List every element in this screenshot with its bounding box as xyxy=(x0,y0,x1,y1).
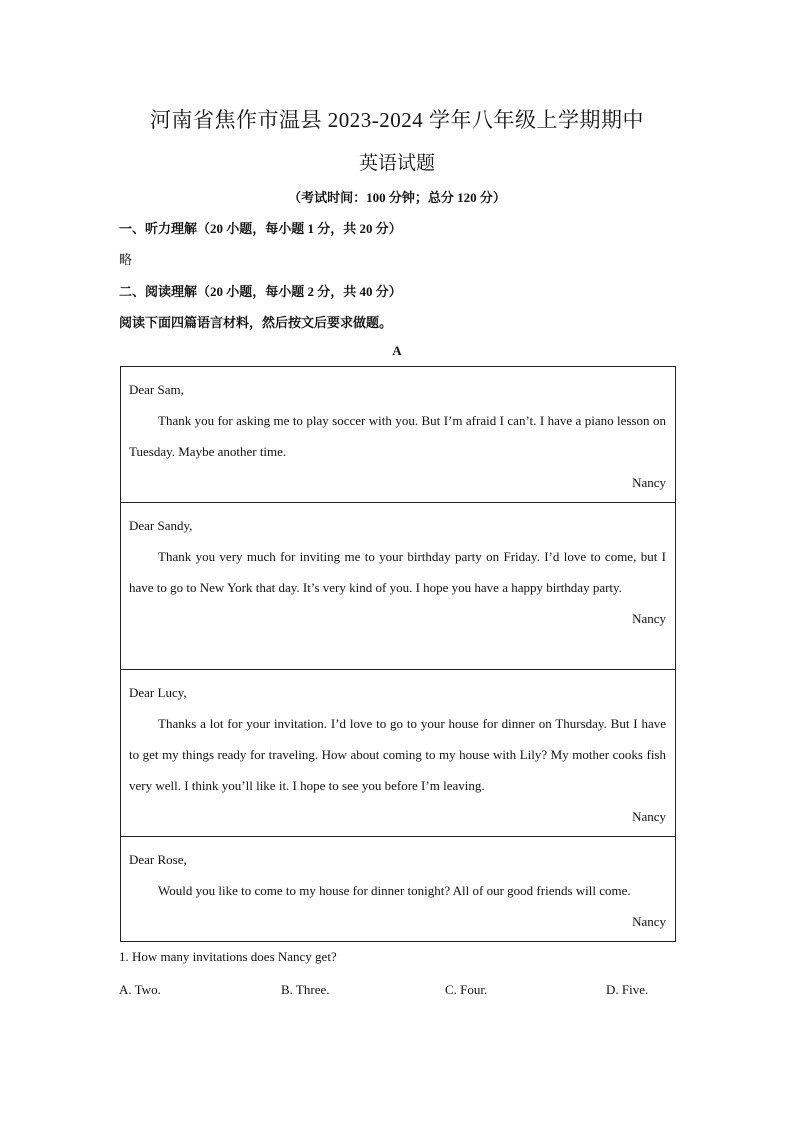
letter-signature: Nancy xyxy=(632,809,666,824)
letter-greeting: Dear Sam, xyxy=(129,382,184,397)
letter-body: Thank you for asking me to play soccer with you. But I’m afraid I can’t. I have a piano lesson on Tuesday. Maybe another time. xyxy=(129,413,666,459)
letter-body: Thank you very much for inviting me to your birthday party on Friday. I’d love to come, but I have to go to New York that day. It’s very kind of you. I hope you have a happy birthday party. xyxy=(129,549,666,595)
letter-greeting: Dear Sandy, xyxy=(129,518,193,533)
question-1-option-a: A. Two. xyxy=(119,982,161,997)
exam-info: （考试时间：100 分钟；总分 120 分） xyxy=(288,190,506,205)
letter-body: Thanks a lot for your invitation. I’d love to go to your house for dinner on Thursday. But I have to get my things ready for traveling. How about coming to my house with Lily? My mother cooks fish very well. I think you’ll like it. I hope to see you before I’m leaving. xyxy=(129,716,666,793)
listening-section-note: 略 xyxy=(119,252,133,267)
exam-title: 河南省焦作市温县 2023-2024 学年八年级上学期期中 xyxy=(150,108,644,132)
letter-card xyxy=(121,503,675,670)
letter-card xyxy=(121,837,675,941)
question-1-option-d: D. Five. xyxy=(606,982,649,997)
question-1-option-c: C. Four. xyxy=(445,982,488,997)
letter-greeting: Dear Rose, xyxy=(129,852,187,867)
letter-body: Would you like to come to my house for dinner tonight? All of our good friends will come. xyxy=(158,883,631,898)
reading-instruction: 阅读下面四篇语言材料，然后按文后要求做题。 xyxy=(119,315,393,330)
reading-section-heading: 二、阅读理解（20 小题，每小题 2 分，共 40 分） xyxy=(119,284,402,299)
question-1-option-b: B. Three. xyxy=(281,982,330,997)
letter-card xyxy=(121,367,675,503)
passage-label: A xyxy=(392,343,402,358)
letter-signature: Nancy xyxy=(632,475,666,490)
exam-subtitle: 英语试题 xyxy=(358,153,435,174)
letter-greeting: Dear Lucy, xyxy=(129,685,187,700)
letter-signature: Nancy xyxy=(632,611,666,626)
listening-section-heading: 一、听力理解（20 小题，每小题 1 分，共 20 分） xyxy=(119,221,402,236)
letter-card xyxy=(121,670,675,837)
letter-signature: Nancy xyxy=(632,914,666,929)
letters-table xyxy=(120,366,676,942)
question-1-text: 1. How many invitations does Nancy get? xyxy=(119,949,337,964)
